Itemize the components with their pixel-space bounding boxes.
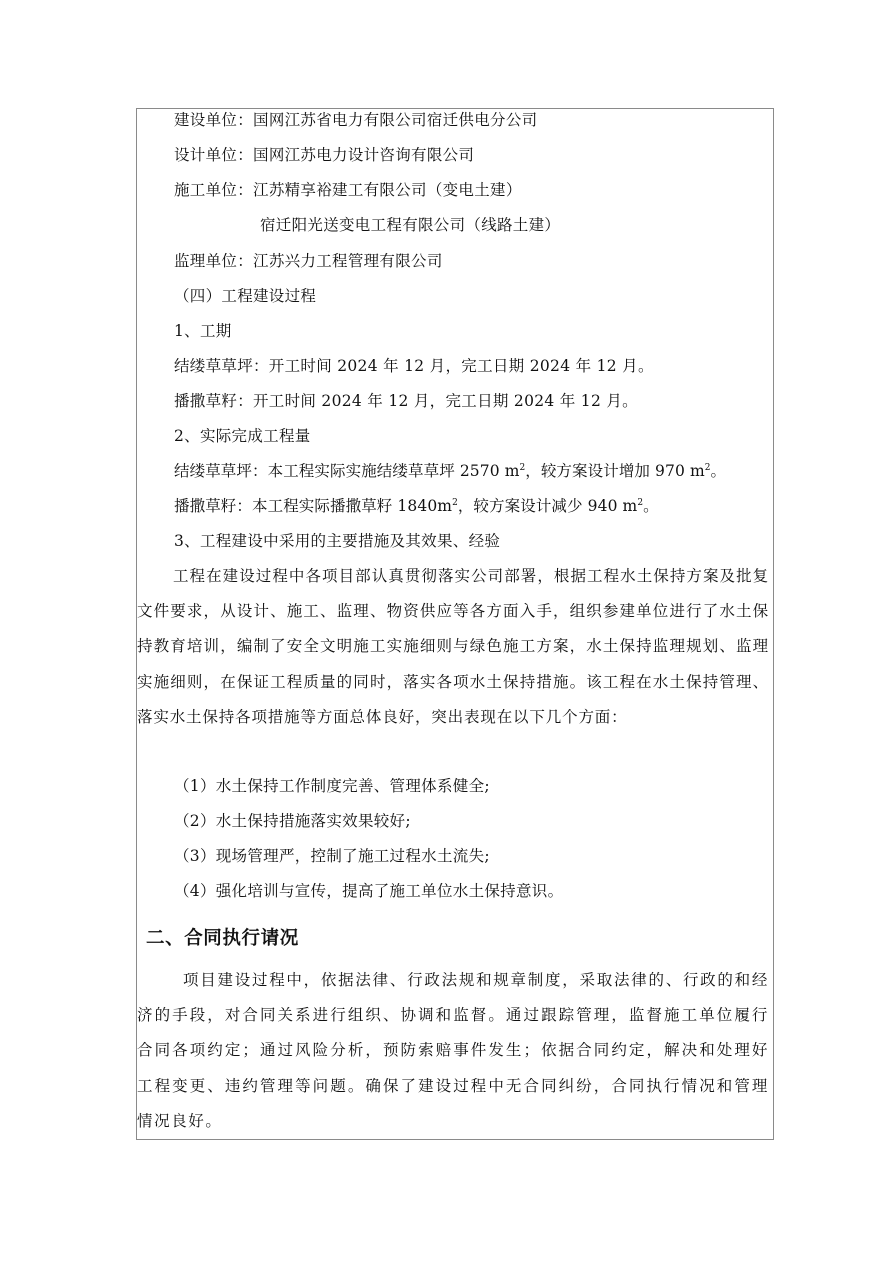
measures-title: 3、工程建设中采用的主要措施及其效果、经验 [174, 532, 501, 550]
design-unit-value: 国网江苏电力设计咨询有限公司 [253, 146, 475, 164]
construction-unit-row [174, 109, 537, 131]
contract-heading: 二、合同执行请况 [146, 928, 299, 949]
builder-unit-row [174, 179, 522, 201]
supervisor-unit-label: 监理单位： [174, 252, 254, 270]
measure-item-2: （2）水土保持措施落实效果较好; [174, 812, 411, 830]
quantity-turf-text: 结缕草草坪：本工程实际实施结缕草草坪 2570 m [174, 462, 520, 480]
quantity-turf-tail: ，较方案设计增加 970 m [525, 462, 705, 480]
measure-item-3: （3）现场管理严，控制了施工过程水土流失; [174, 847, 490, 865]
seed-decrease-sup: 2 [637, 498, 644, 508]
quantity-title: 2、实际完成工程量 [174, 427, 311, 445]
supervisor-unit-value: 江苏兴力工程管理有限公司 [253, 252, 443, 270]
quantity-turf [174, 460, 726, 482]
quantity-seed-text: 播撒草籽：本工程实际播撒草籽 1840m [174, 497, 453, 515]
quantity-turf-end: 。 [710, 462, 727, 480]
builder-unit-label: 施工单位： [174, 181, 254, 199]
supervisor-unit-row [174, 250, 443, 272]
seed-area-sup: 2 [452, 498, 458, 508]
design-unit-label: 设计单位： [174, 146, 254, 164]
period-seed: 播撒草籽：开工时间 2024 年 12 月，完工日期 2024 年 12 月。 [174, 392, 638, 410]
quantity-seed [174, 495, 659, 517]
measure-item-1: （1）水土保持工作制度完善、管理体系健全; [174, 777, 490, 795]
builder-unit-value-2: 宿迁阳光送变电工程有限公司（线路土建） [260, 216, 561, 234]
period-title: 1、工期 [174, 322, 232, 340]
period-turf: 结缕草草坪：开工时间 2024 年 12 月，完工日期 2024 年 12 月。 [174, 357, 654, 375]
construction-unit-label: 建设单位： [174, 111, 254, 129]
design-unit-row [174, 144, 474, 166]
turf-increase-sup: 2 [704, 463, 711, 473]
measures-paragraph: 工程在建设过程中各项目部认真贯彻落实公司部署，根据工程水土保持方案及批复文件要求，从设计、施工、监理、物资供应等各方面入手，组织参建单位进行了水土保持教育培训，编制了安全文明施工实施细则与绿色施工方案，水土保持监理规划、监理实施细则，在保证工程质量的同时，落实各项水土保持措施。该工程在水土保持管理、落实水土保持各项措施等方面总体良好，突出表现在以下几个方面： [137, 567, 769, 726]
quantity-seed-end: 。 [643, 497, 659, 515]
quantity-seed-tail: ，较方案设计减少 940 m [457, 497, 638, 515]
builder-unit-value-1: 江苏精享裕建工有限公司（变电土建） [253, 181, 522, 199]
contract-paragraph: 项目建设过程中，依据法律、行政法规和规章制度，采取法律的、行政的和经济的手段，对合同关系进行组织、协调和监督。通过跟踪管理，监督施工单位履行合同各项约定；通过风险分析，预防索赔事件发生；依据合同约定，解决和处理好工程变更、违约管理等问题。确保了建设过程中无合同纠纷，合同执行情况和管理情况良好。 [137, 971, 769, 1130]
construction-unit-value: 国网江苏省电力有限公司宿迁供电分公司 [253, 111, 538, 129]
process-title: （四）工程建设过程 [174, 287, 317, 305]
turf-area-sup: 2 [519, 463, 526, 473]
measure-item-4: （4）强化培训与宣传，提高了施工单位水土保持意识。 [174, 882, 564, 900]
